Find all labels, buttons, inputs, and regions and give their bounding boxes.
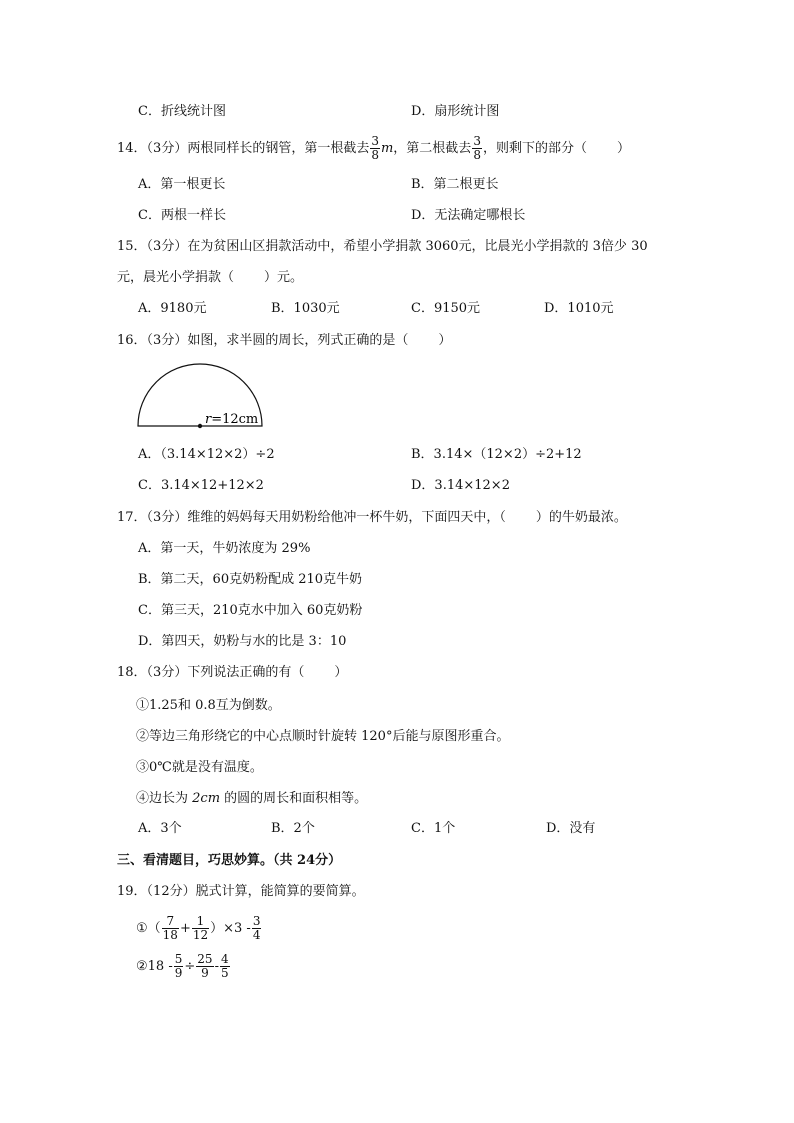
q18-option-d[interactable]: D．没有 bbox=[546, 821, 596, 836]
q19-expression-2 bbox=[136, 953, 231, 980]
q15-stem-line2 bbox=[117, 270, 303, 286]
q19-e1-fraction-1 bbox=[162, 915, 179, 942]
q16-option-d[interactable]: D．3.14×12×2 bbox=[411, 478, 510, 493]
q14-stem-close: ） bbox=[616, 141, 630, 156]
radius-label-value: =12cm bbox=[211, 412, 259, 427]
q14-stem-mid: ，第二根截去 bbox=[393, 141, 472, 156]
q19-e1-f1-den: 18 bbox=[162, 928, 178, 942]
q19-e2-fraction-3 bbox=[220, 953, 230, 980]
q15-stem-line2-b: ）元。 bbox=[264, 270, 304, 285]
q14-option-b[interactable]: B．第二根更长 bbox=[411, 177, 499, 192]
q19-e2-f1-den: 9 bbox=[174, 966, 183, 980]
q14-option-a[interactable]: A．第一根更长 bbox=[138, 177, 226, 192]
q19-e2-f3-num: 4 bbox=[220, 952, 229, 966]
q18-option-a[interactable]: A．3个 bbox=[138, 821, 182, 836]
q19-e2-f3-den: 5 bbox=[220, 966, 229, 980]
q17-stem-b: ）的牛奶最浓。 bbox=[535, 510, 627, 525]
q14-stem-prefix: 14．（3分）两根同样长的钢管，第一根截去 bbox=[117, 141, 370, 156]
q14-fraction-1-denominator: 8 bbox=[371, 148, 379, 162]
q19-e2-f2-num: 25 bbox=[197, 952, 213, 966]
q19-e1-lead: ①（ bbox=[136, 921, 161, 936]
q18-option-c[interactable]: C．1个 bbox=[411, 821, 456, 836]
q16-stem bbox=[117, 333, 451, 349]
q14-fraction-2-numerator: 3 bbox=[473, 134, 481, 148]
q19-stem: 19．（12分）脱式计算，能简算的要简算。 bbox=[117, 884, 365, 899]
q15-stem-line2-a: 元，晨光小学捐款（ bbox=[117, 270, 235, 285]
q19-e1-f1-num: 7 bbox=[162, 915, 179, 929]
q19-e1-fraction-2 bbox=[192, 915, 209, 942]
q14-fraction-2 bbox=[472, 135, 482, 162]
q14-stem bbox=[117, 135, 630, 162]
q15-option-a[interactable]: A．9180元 bbox=[138, 301, 207, 316]
q19-e1-f3-den: 4 bbox=[252, 928, 261, 942]
q14-fraction-2-denominator: 8 bbox=[473, 148, 481, 162]
q18-stem bbox=[117, 665, 347, 681]
q14-option-c[interactable]: C．两根一样长 bbox=[138, 208, 226, 223]
q19-expression-1 bbox=[136, 915, 262, 942]
q18-statement-4-b: 的圆的周长和面积相等。 bbox=[220, 791, 368, 806]
q19-e2-fraction-1 bbox=[174, 953, 184, 980]
q14-unit: m bbox=[380, 141, 394, 156]
q13-option-d[interactable]: D．扇形统计图 bbox=[411, 104, 500, 119]
q19-e1-fraction-3 bbox=[252, 915, 262, 942]
q18-statement-4-unit: 2cm bbox=[192, 791, 221, 806]
q16-option-b[interactable]: B．3.14×（12×2）÷2+12 bbox=[411, 447, 582, 462]
q15-option-b[interactable]: B．1030元 bbox=[271, 301, 340, 316]
q19-e1-f3-num: 3 bbox=[252, 914, 261, 928]
q16-stem-a: 16．（3分）如图，求半圆的周长，列式正确的是（ bbox=[117, 333, 409, 348]
q16-option-a[interactable]: A．（3.14×12×2）÷2 bbox=[138, 447, 275, 462]
q19-e1-f2-num: 1 bbox=[192, 915, 209, 929]
q18-statement-2: ②等边三角形绕它的中心点顺时针旋转 120°后能与原图形重合。 bbox=[136, 729, 510, 744]
q19-e1-f2-den: 12 bbox=[192, 928, 209, 942]
radius-label bbox=[205, 412, 258, 427]
q19-e2-fraction-2 bbox=[196, 953, 213, 980]
q15-stem-line1: 15．（3分）在为贫困山区捐款活动中，希望小学捐款 3060元，比晨光小学捐款的 3倍少 30 bbox=[117, 239, 648, 254]
q16-stem-b: ） bbox=[438, 333, 452, 348]
radius-label-r: r bbox=[205, 412, 212, 427]
q14-fraction-1-numerator: 3 bbox=[371, 134, 379, 148]
q17-option-b[interactable]: B．第二天，60克奶粉配成 210克牛奶 bbox=[138, 572, 363, 587]
q18-stem-b: ） bbox=[334, 665, 348, 680]
q17-option-c[interactable]: C．第三天，210克水中加入 60克奶粉 bbox=[138, 603, 363, 618]
q13-option-c[interactable]: C．折线统计图 bbox=[138, 104, 226, 119]
q15-option-c[interactable]: C．9150元 bbox=[411, 301, 481, 316]
q14-stem-suffix: ，则剩下的部分（ bbox=[482, 141, 587, 156]
q19-e1-mid: ）×3 - bbox=[210, 921, 251, 936]
q14-option-d[interactable]: D．无法确定哪根长 bbox=[411, 208, 526, 223]
q17-option-d[interactable]: D．第四天，奶粉与水的比是 3：10 bbox=[138, 634, 347, 649]
q18-statement-4 bbox=[136, 791, 367, 807]
q18-option-b[interactable]: B．2个 bbox=[271, 821, 315, 836]
q15-option-d[interactable]: D．1010元 bbox=[544, 301, 614, 316]
q19-e2-div: ÷ bbox=[184, 959, 196, 974]
q19-e2-f1-num: 5 bbox=[174, 952, 183, 966]
q18-statement-1: ①1.25和 0.8互为倒数。 bbox=[136, 698, 281, 713]
q19-e2-f2-den: 9 bbox=[201, 966, 209, 980]
q19-e1-plus: + bbox=[179, 921, 191, 936]
q18-statement-3: ③0℃就是没有温度。 bbox=[136, 760, 263, 775]
semicircle-figure bbox=[134, 362, 266, 432]
section-3-heading: 三、看清题目，巧思妙算。（共 24分） bbox=[117, 853, 342, 868]
q17-stem-a: 17．（3分）维维的妈妈每天用奶粉给他冲一杯牛奶，下面四天中，（ bbox=[117, 510, 506, 525]
q18-stem-a: 18．（3分）下列说法正确的有（ bbox=[117, 665, 305, 680]
q17-stem bbox=[117, 510, 627, 526]
q18-statement-4-a: ④边长为 bbox=[136, 791, 193, 806]
q17-option-a[interactable]: A．第一天，牛奶浓度为 29% bbox=[138, 541, 311, 556]
q14-fraction-1 bbox=[370, 135, 380, 162]
q16-option-c[interactable]: C．3.14×12+12×2 bbox=[138, 478, 264, 493]
q19-e2-lead: ②18 - bbox=[136, 959, 173, 974]
semicircle-center-point bbox=[198, 424, 202, 428]
q19-e2-minus: - bbox=[214, 959, 219, 974]
